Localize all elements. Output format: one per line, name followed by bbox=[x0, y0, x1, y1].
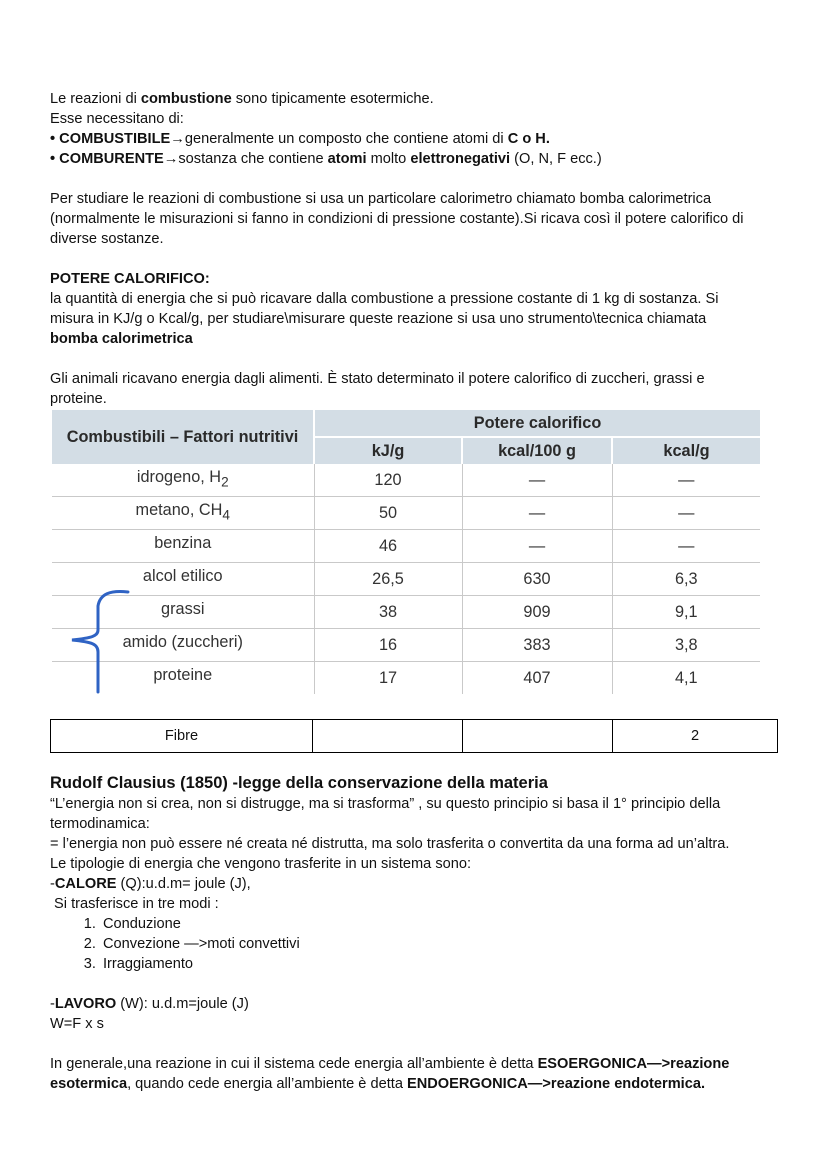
table-row bbox=[52, 464, 760, 497]
cell-kjg: 46 bbox=[314, 530, 462, 563]
cell-name: metano, $CH_4$ bbox=[52, 497, 314, 530]
potere-line-3: bomba calorimetrica bbox=[50, 331, 193, 347]
cell-kcalg: — bbox=[612, 497, 760, 530]
cell-kjg bbox=[313, 720, 463, 753]
modes-intro: Si trasferisce in tre modi : bbox=[50, 896, 219, 912]
potere-line-1: la quantità di energia che si può ricavare dalla combustione a pressione costante di 1 kg di sostanza. Si bbox=[50, 291, 719, 307]
table-row bbox=[52, 530, 760, 563]
calore-line: -CALORE (Q):u.d.m= joule (J), bbox=[50, 876, 251, 892]
cell-kcal100g bbox=[463, 720, 613, 753]
cell-kcal100g: 383 bbox=[462, 629, 612, 662]
clausius-line-2: termodinamica: bbox=[50, 816, 150, 832]
conclusion-line-1: In generale,una reazione in cui il sistema cede energia all’ambiente è detta ESOERGONICA—>reazione bbox=[50, 1056, 730, 1072]
table-row bbox=[52, 563, 760, 596]
cell-kcalg: 2 bbox=[613, 720, 778, 753]
header-kcalg: kcal/g bbox=[612, 437, 760, 464]
header-kcal100g: kcal/100 g bbox=[462, 437, 612, 464]
cell-kjg: 16 bbox=[314, 629, 462, 662]
cell-kcal100g: 630 bbox=[462, 563, 612, 596]
cell-kjg: 120 bbox=[314, 464, 462, 497]
nutrition-table-wrapper bbox=[52, 410, 762, 694]
header-kjg: kJ/g bbox=[314, 437, 462, 464]
animals-line-1: Gli animali ricavano energia dagli alimenti. È stato determinato il potere calorifico di zuccheri, grassi e bbox=[50, 371, 705, 387]
cell-kcalg: — bbox=[612, 530, 760, 563]
cell-name: amido (zuccheri) bbox=[52, 629, 314, 662]
lavoro-line: -LAVORO (W): u.d.m=joule (J) bbox=[50, 996, 249, 1012]
cell-name: grassi bbox=[52, 596, 314, 629]
cell-kcal100g: 909 bbox=[462, 596, 612, 629]
potere-heading: POTERE CALORIFICO: bbox=[50, 271, 210, 287]
table-row bbox=[52, 662, 760, 695]
nutrition-table bbox=[52, 410, 760, 694]
curly-brace-annotation bbox=[70, 590, 134, 694]
clausius-heading: Rudolf Clausius (1850) -legge della conservazione della materia bbox=[50, 774, 548, 792]
list-item: 3. Irraggiamento bbox=[100, 954, 780, 974]
fibre-table bbox=[50, 719, 778, 753]
cell-kcal100g: — bbox=[462, 497, 612, 530]
cell-name: idrogeno, $H_2$ bbox=[52, 464, 314, 497]
cell-name: proteine bbox=[52, 662, 314, 695]
header-fuel: Combustibili – Fattori nutritivi bbox=[52, 410, 314, 464]
formula-line: W=F x s bbox=[50, 1016, 104, 1032]
modes-list bbox=[50, 914, 780, 974]
cell-kcalg: 6,3 bbox=[612, 563, 760, 596]
intro-line-1: Le reazioni di combustione sono tipicamente esotermiche. bbox=[50, 91, 434, 107]
conclusion-line-2: esotermica, quando cede energia all’ambiente è detta ENDOERGONICA—>reazione endotermica. bbox=[50, 1076, 706, 1092]
animals-line-2: proteine. bbox=[50, 391, 107, 407]
clausius-line-3: = l’energia non può essere né creata né distrutta, ma solo trasferita o convertita da una forma ad un’altra. bbox=[50, 836, 730, 852]
clausius-line-4: Le tipologie di energia che vengono trasferite in un sistema sono: bbox=[50, 856, 472, 872]
intro-line-2: Esse necessitano di: bbox=[50, 111, 184, 127]
cell-name: benzina bbox=[52, 530, 314, 563]
potere-line-2: misura in KJ/g o Kcal/g, per studiare\misurare queste reazione si usa uno strumento\tecnica chiamata bbox=[50, 311, 707, 327]
cell-kcal100g: 407 bbox=[462, 662, 612, 695]
cell-name: alcol etilico bbox=[52, 563, 314, 596]
term-combustione: combustione bbox=[140, 91, 232, 107]
bullet-combustibile: • COMBUSTIBILE→generalmente un composto che contiene atomi di C o H. bbox=[50, 131, 550, 147]
list-item: 1. Conduzione bbox=[100, 914, 780, 934]
bullet-comburente: • COMBURENTE→sostanza che contiene atomi molto elettronegativi (O, N, F ecc.) bbox=[50, 151, 602, 167]
cell-kcalg: — bbox=[612, 464, 760, 497]
cell-name: Fibre bbox=[51, 720, 313, 753]
cell-kcalg: 3,8 bbox=[612, 629, 760, 662]
table-row bbox=[52, 497, 760, 530]
header-potere-calorifico: Potere calorifico bbox=[314, 410, 760, 437]
cell-kjg: 26,5 bbox=[314, 563, 462, 596]
calorimetry-line-3: diverse sostanze. bbox=[50, 231, 164, 247]
cell-kjg: 38 bbox=[314, 596, 462, 629]
cell-kcalg: 9,1 bbox=[612, 596, 760, 629]
cell-kcal100g: — bbox=[462, 530, 612, 563]
list-item: 2. Convezione —>moti convettivi bbox=[100, 934, 780, 954]
cell-kcalg: 4,1 bbox=[674, 669, 698, 687]
calorimetry-line-1: Per studiare le reazioni di combustione si usa un particolare calorimetro chiamato bomba calorimetrica bbox=[50, 191, 712, 207]
clausius-line-1: “L’energia non si crea, non si distrugge, ma si trasforma” , su questo principio si basa il 1° principio della bbox=[50, 796, 721, 812]
table-row bbox=[52, 596, 760, 629]
calorimetry-line-2: (normalmente le misurazioni si fanno in condizioni di pressione costante).Si ricava così il potere calorifico di bbox=[50, 211, 744, 227]
cell-kcal100g: — bbox=[462, 464, 612, 497]
cell-kjg: 17 bbox=[314, 662, 462, 695]
table-row bbox=[52, 629, 760, 662]
cell-kjg: 50 bbox=[314, 497, 462, 530]
document-page bbox=[50, 89, 780, 1094]
table-row bbox=[51, 720, 778, 753]
